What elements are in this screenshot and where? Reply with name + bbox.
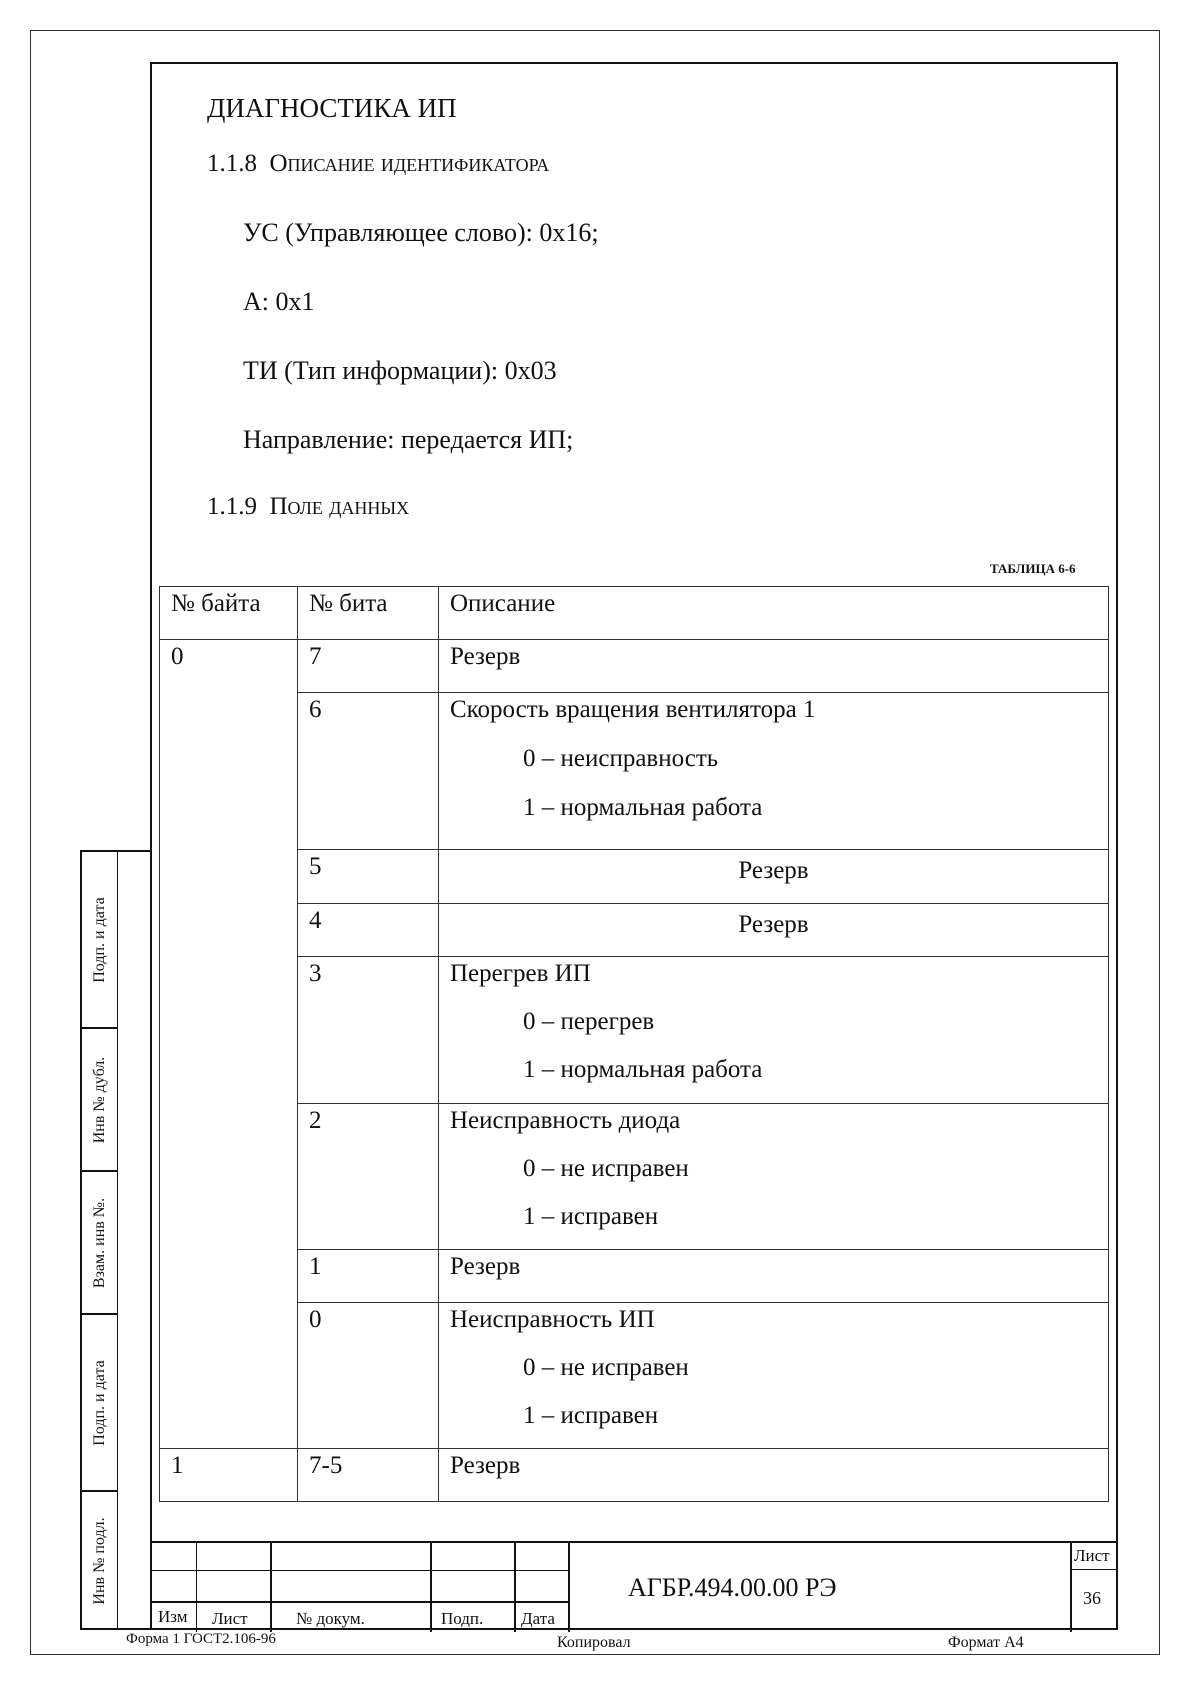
field-control-word: УС (Управляющее слово): 0x16;	[243, 218, 599, 247]
table-header-row	[160, 587, 1109, 640]
table-row	[160, 693, 1109, 850]
strip-label: Подп. и дата	[90, 896, 108, 983]
strip-cell	[82, 852, 118, 1029]
footer-form: Форма 1 ГОСТ2.106-96	[126, 1631, 276, 1647]
footer-format: Формат А4	[948, 1634, 1024, 1651]
cell-bit: 6	[298, 693, 439, 850]
cell-bit: 0	[298, 1303, 439, 1449]
table-row	[160, 957, 1109, 1104]
cell-byte: 0	[160, 640, 298, 1449]
subsection-1-1-9	[207, 493, 409, 521]
cell-byte: 1	[160, 1449, 298, 1502]
footer-copied: Копировал	[557, 1634, 631, 1651]
table-row	[160, 850, 1109, 904]
subsection-title: Поле данных	[269, 493, 410, 520]
field-direction: Направление: передается ИП;	[243, 425, 574, 454]
table-row	[160, 1250, 1109, 1303]
strip-cell	[82, 1029, 118, 1172]
cell-desc: Резерв	[439, 1449, 1109, 1502]
table-row	[160, 1449, 1109, 1502]
subsection-title: Описание идентификатора	[269, 150, 550, 177]
strip-label: Подп. и дата	[90, 1359, 108, 1446]
strip-cell	[82, 1492, 118, 1630]
col-label-document: № докум.	[296, 1609, 365, 1628]
field-info-type: ТИ (Тип информации): 0x03	[243, 356, 557, 385]
header-description: Описание	[439, 587, 1109, 640]
cell-desc: Резерв	[439, 904, 1109, 957]
cell-bit: 5	[298, 850, 439, 904]
field-address: А: 0x1	[243, 287, 315, 316]
sheet-number: 36	[1083, 1588, 1101, 1608]
strip-cell	[82, 1315, 118, 1492]
subsection-number: 1.1.9	[207, 493, 257, 520]
table-row	[160, 1104, 1109, 1250]
subsection-number: 1.1.8	[207, 150, 257, 177]
cell-bit: 7	[298, 640, 439, 693]
cell-desc: Неисправность ИП 0 – не исправен 1 – исправен	[439, 1303, 1109, 1449]
cell-desc: Скорость вращения вентилятора 1 0 – неисправность 1 – нормальная работа	[439, 693, 1109, 850]
cell-bit: 1	[298, 1250, 439, 1303]
cell-bit: 7-5	[298, 1449, 439, 1502]
strip-label: Взам. инв №.	[90, 1197, 108, 1288]
side-stamp-strip	[80, 850, 150, 1630]
cell-desc: Резерв	[439, 850, 1109, 904]
strip-cell	[82, 1172, 118, 1315]
col-label-signature: Подп.	[441, 1609, 484, 1628]
table-caption: ТАБЛИЦА 6-6	[990, 561, 1076, 576]
col-label-sheet: Лист	[212, 1609, 248, 1628]
cell-desc: Резерв	[439, 640, 1109, 693]
subsection-1-1-8	[207, 150, 549, 178]
cell-desc: Неисправность диода 0 – не исправен 1 – исправен	[439, 1104, 1109, 1250]
cell-desc: Перегрев ИП 0 – перегрев 1 – нормальная работа	[439, 957, 1109, 1104]
cell-bit: 2	[298, 1104, 439, 1250]
col-label-date: Дата	[521, 1609, 555, 1628]
data-field-table	[159, 586, 1109, 1502]
table-row	[160, 904, 1109, 957]
section-title: ДИАГНОСТИКА ИП	[207, 93, 457, 123]
cell-desc: Резерв	[439, 1250, 1109, 1303]
col-label-change: Изм	[158, 1607, 188, 1626]
sheet-label: Лист	[1074, 1546, 1110, 1565]
strip-label: Инв № подл.	[90, 1517, 108, 1605]
header-bit: № бита	[298, 587, 439, 640]
table-row	[160, 1303, 1109, 1449]
cell-bit: 4	[298, 904, 439, 957]
title-block	[150, 1541, 1118, 1630]
table-row	[160, 640, 1109, 693]
document-code: АГБР.494.00.00 РЭ	[628, 1573, 837, 1602]
header-byte: № байта	[160, 587, 298, 640]
cell-bit: 3	[298, 957, 439, 1104]
strip-label: Инв № дубл.	[90, 1056, 108, 1143]
